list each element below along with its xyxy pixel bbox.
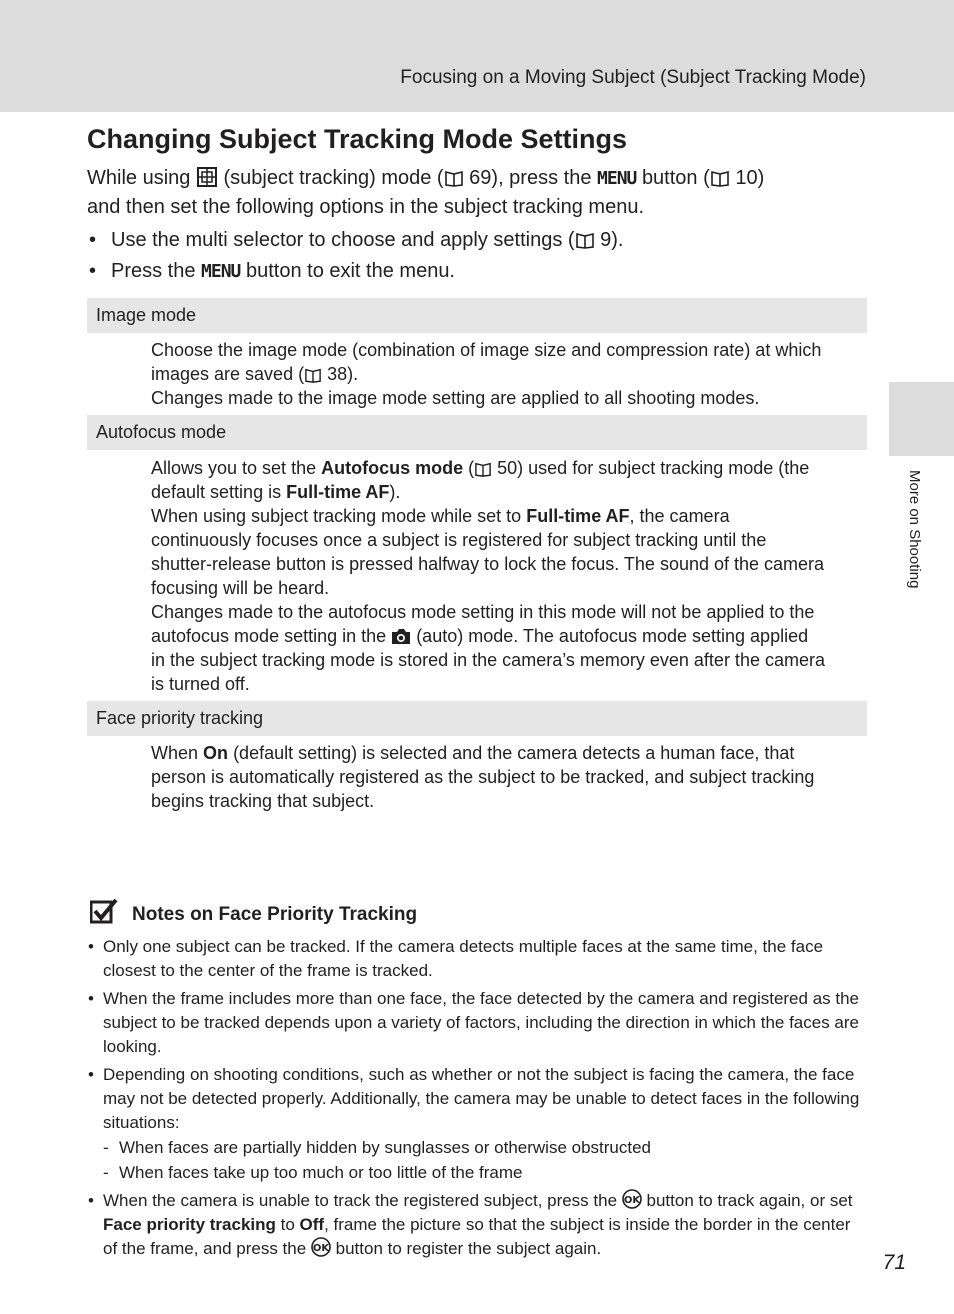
page-title: Changing Subject Tracking Mode Settings xyxy=(87,124,628,154)
ok-button-icon xyxy=(622,1189,642,1209)
camera-auto-mode-icon xyxy=(391,627,411,645)
list-item: • Press the MENU button to exit the menu. xyxy=(87,257,857,286)
list-item: • When the camera is unable to track the registered subject, press the OK button to track again, or set Face priority tracking to Off, frame the picture so that the subject is inside the border in the center of the frame, and press the OK button to register the subject again. xyxy=(87,1189,867,1261)
section-tab-label: More on Shooting xyxy=(906,470,923,589)
setting-desc-autofocus-mode: Allows you to set the Autofocus mode ( 50) used for subject tracking mode (the default setting is Full-time AF). When using subject tracking mode while set to Full-time AF, the camera continuously focuses once a subject is registered for subject tracking until the shutter-release button is pressed halfway to lock the focus. The sound of the camera focusing will be heard. Changes made to the autofocus mode setting in this mode will not be applied to the autofocus mode setting in the (auto) mode. The autofocus mode setting applied in the subject tracking mode is stored in the camera’s memory even after the camera is turned off. xyxy=(151,458,825,694)
sub-item: - When faces are partially hidden by sunglasses or otherwise obstructed xyxy=(103,1135,867,1160)
list-item: • Use the multi selector to choose and apply settings ( 9). xyxy=(87,226,857,255)
book-reference-icon xyxy=(474,461,492,477)
menu-button-icon: MENU xyxy=(597,168,637,189)
setting-header-face-priority: Face priority tracking xyxy=(87,701,867,736)
menu-button-icon: MENU xyxy=(201,261,241,282)
page-number: 71 xyxy=(882,1251,906,1274)
book-reference-icon xyxy=(710,169,730,187)
setting-header-autofocus-mode: Autofocus mode xyxy=(87,415,867,450)
instruction-list xyxy=(87,226,857,288)
running-title: Focusing on a Moving Subject (Subject Tracking Mode) xyxy=(400,67,866,88)
subject-tracking-icon xyxy=(196,167,218,187)
list-item: • Only one subject can be tracked. If the camera detects multiple faces at the same time, the face closest to the center of the frame is tracked. xyxy=(87,935,867,983)
check-note-icon xyxy=(90,898,118,924)
list-item: • When the frame includes more than one face, the face detected by the camera and registered as the subject to be tracked depends upon a variety of factors, including the direction in which the faces are looking. xyxy=(87,987,867,1059)
ok-button-icon xyxy=(311,1237,331,1257)
sub-item: - When faces take up too much or too little of the frame xyxy=(103,1160,867,1185)
svg-text:OK: OK xyxy=(623,1195,640,1206)
svg-text:OK: OK xyxy=(312,1243,330,1254)
page-header xyxy=(0,0,954,112)
notes-list xyxy=(87,935,867,1265)
book-reference-icon xyxy=(575,231,595,249)
list-item: • Depending on shooting conditions, such as whether or not the subject is facing the camera, the face may not be detected properly. Additionally, the camera may be unable to detect faces in the following situations: - When faces are partially hidden by sunglasses or otherwise obstructed - When faces take up too much or too little of the frame xyxy=(87,1063,867,1185)
setting-header-image-mode: Image mode xyxy=(87,298,867,333)
setting-desc-face-priority: When On (default setting) is selected and the camera detects a human face, that person is automatically registered as the subject to be tracked, and subject tracking begins tracking that subject. xyxy=(151,743,815,811)
book-reference-icon xyxy=(444,169,464,187)
intro-paragraph: While using (subject tracking) mode ( 69), press the MENU button ( 10) and then set the following options in the subject tracking menu. xyxy=(87,167,765,218)
book-reference-icon xyxy=(304,367,322,383)
setting-desc-image-mode: Choose the image mode (combination of image size and compression rate) at which images are saved ( 38). Changes made to the image mode setting are applied to all shooting modes. xyxy=(151,340,822,408)
section-tab xyxy=(889,382,954,456)
notes-heading: Notes on Face Priority Tracking xyxy=(90,898,417,926)
